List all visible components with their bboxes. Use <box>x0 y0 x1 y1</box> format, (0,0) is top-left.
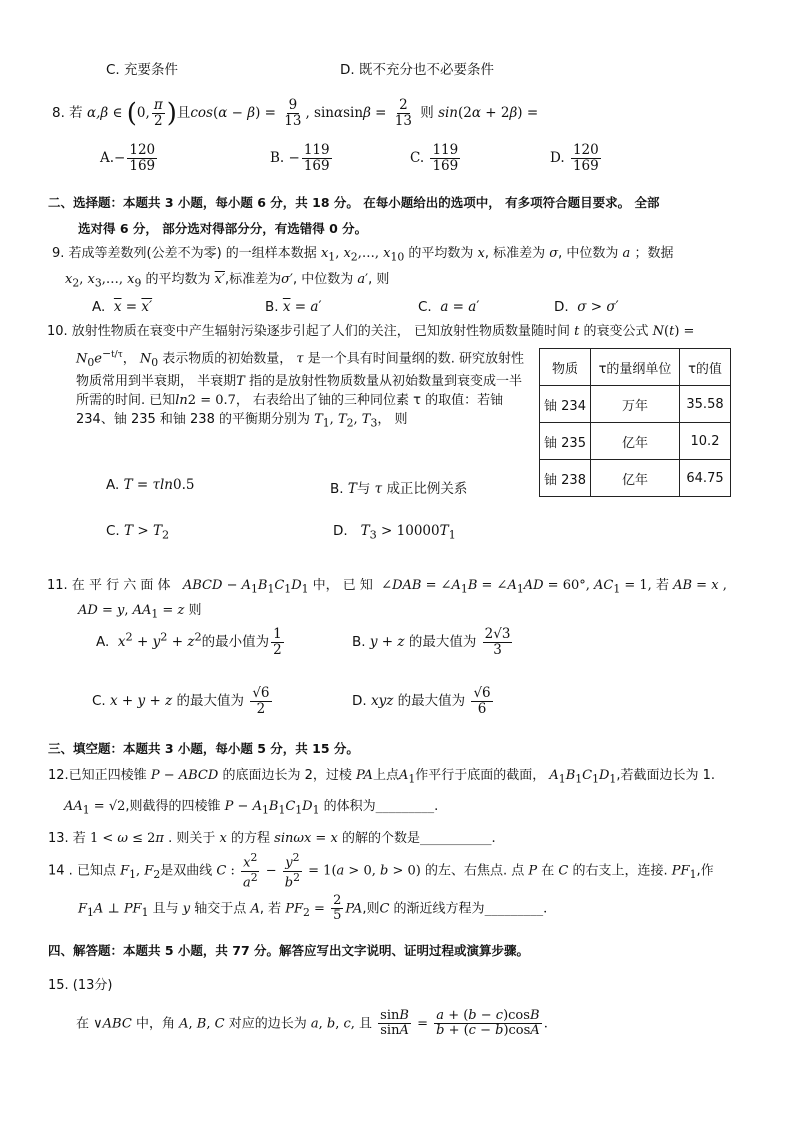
q15-number: 15. (13分) <box>48 978 113 993</box>
table-row <box>540 460 731 497</box>
q14-line1: 14 . 已知点 $F_1$, $F_2$是双曲线 C : $\frac{x^2}{a^2}$ − $\frac{y^2}{b^2}$ = 1(a > 0, b > 0) 的左、右焦点. 点 P 在 C 的右支上，连接. $PF_1$,作 <box>48 851 714 890</box>
q10-option-d: D. $T_3 > 10000T_1$ <box>333 523 456 542</box>
table-cell: 铀 235 <box>540 423 591 460</box>
q12-blank: _________. <box>375 799 439 814</box>
q8-option-c: C. $\frac{119}{169}$ <box>410 142 459 174</box>
table-cell: 35.58 <box>680 386 731 423</box>
q9-option-d: D. σ > σ′ <box>554 299 619 315</box>
table-row <box>540 386 731 423</box>
table-cell: 10.2 <box>680 423 731 460</box>
q9-option-b: B. $\overline{x} = a'$ <box>265 299 322 315</box>
q12-line1: 12.已知正四棱锥 P − ABCD 的底面边长为 2，过棱 PA上点$A_1$作平行于底面的截面， $A_1B_1C_1D_1$,若截面边长为 1. <box>48 768 715 786</box>
q8-stem: 8. 若 α,β ∈ (0, $\frac{\pi}{2}$ )且cos(α − β) = $\frac{9}{13}$ , sinαsinβ = $\frac{2}{13}$ 则 sin(2α + 2β) = <box>52 97 539 129</box>
table-header-row <box>540 349 731 386</box>
table-cell: 亿年 <box>591 423 680 460</box>
section4-title: 四、解答题：本题共 5 小题，共 77 分。解答应写出文字说明、证明过程或演算步骤。 <box>48 943 530 958</box>
q9-line2: $x_2$, $x_3,\dots$, $x_9$ 的平均数为 x′,标准差为σ′, 中位数为 a′, 则 <box>65 272 390 290</box>
q9-line1: 9. 若成等差数列(公差不为零) 的一组样本数据 $x_1$, $x_2,\dots$, $x_{10}$ 的平均数为 x, 标准差为 σ, 中位数为 a ；数据 <box>52 246 674 264</box>
q11-line2: AD = y, $AA_1 = z$ 则 <box>78 603 202 621</box>
q10-option-a: A. T = τln0.5 <box>106 477 195 493</box>
q8-option-a: A.− $\frac{120}{169}$ <box>100 142 156 174</box>
section2-line1: 二、选择题：本题共 3 小题，每小题 6 分，共 18 分。 在每小题给出的选项中， 有多项符合题目要求。 全部 <box>48 195 660 210</box>
q9-option-c: C. a = a′ <box>418 299 480 315</box>
q8-option-d: D. $\frac{120}{169}$ <box>550 142 599 174</box>
q13-blank: ___________. <box>419 831 496 846</box>
q13-line: 13. 若 1 < ω ≤ 2π . 则关于 x 的方程 sinωx = x 的解的个数是___________. <box>48 831 496 846</box>
q10-option-c: C. $T > T_2$ <box>106 523 170 542</box>
q11-option-c: C. x + y + z 的最大值为 $\frac{√6}{2}$ <box>92 685 270 717</box>
table-header: 物质 <box>540 349 591 386</box>
q11-option-b: B. y + z 的最大值为 $\frac{2√3}{3}$ <box>352 626 511 658</box>
table-cell: 铀 238 <box>540 460 591 497</box>
section2-line2: 选对得 6 分， 部分选对得部分分，有选错得 0 分。 <box>78 221 368 236</box>
q14-blank: _________. <box>484 901 548 917</box>
q10-line1: 10. 放射性物质在衰变中产生辐射污染逐步引起了人们的关注， 已知放射性物质数量随时间 t 的衰变公式 N(t) = <box>47 324 695 339</box>
table-cell: 亿年 <box>591 460 680 497</box>
q7-option-c: C. 充要条件 <box>106 62 179 78</box>
section3-title: 三、填空题：本题共 3 小题，每小题 5 分，共 15 分。 <box>48 741 359 756</box>
q12-line2: $AA_1 = √2$,则截得的四棱锥 $P - A_1B_1C_1D_1$ 的体积为_________. <box>64 799 439 817</box>
q10-body: $N_0e^{-t/\tau}$， $N_0$ 表示物质的初始数量， τ 是一个具有时间量纲的数. 研究放射性物质常用到半衰期， 半衰期T 指的是放射性物质数量从初始数量到衰变成一半所需的时间. 已知ln2 = 0.7， 右表给出了铀的三种同位素 τ 的取值：若铀 234、铀 235 和铀 238 的平衡期分别为 $T_1$, $T_2$, $T_3$， 则 <box>76 347 524 430</box>
q11-line1: 11. 在 平 行 六 面 体 ABCD − $A_1B_1C_1D_1$ 中， 已 知 ∠DAB = $\angle A_1B$ = $\angle A_1AD = 60^\circ$, $AC_1 = 1$, 若 AB = x , <box>47 578 727 596</box>
table-cell: 万年 <box>591 386 680 423</box>
q7-option-d: D. 既不充分也不必要条件 <box>340 62 494 78</box>
q14-line2: $F_1A$ ⊥ $PF_1$ 且与 y 轴交于点 A, 若 $PF_2$ = $\frac{2}{5}$ PA,则C 的渐近线方程为_________. <box>78 893 548 924</box>
q8-option-b: B. − $\frac{119}{169}$ <box>270 142 330 174</box>
q11-option-d: D. xyz 的最大值为 $\frac{√6}{6}$ <box>352 685 491 717</box>
table-header: τ的量纲单位 <box>591 349 680 386</box>
q10-option-b: B. T与 τ 成正比例关系 <box>330 481 468 497</box>
q9-option-a: A. $\overline{x} = x'$ <box>92 299 153 315</box>
table-header: τ的值 <box>680 349 731 386</box>
q15-stem: 在 ∨ABC 中，角 A, B, C 对应的边长为 a, b, c, 且 $\frac{\sin B}{\sin A}$ = $\frac{a + (b - c)\cos B}{b + (c - b)\cos A}$ . <box>76 1008 548 1039</box>
table-cell: 64.75 <box>680 460 731 497</box>
table-cell: 铀 234 <box>540 386 591 423</box>
isotope-table <box>539 348 731 497</box>
q11-option-a: A. $x^2 + y^2 + z^2$的最小值为 $\frac{1}{2}$ <box>96 626 282 658</box>
table-row <box>540 423 731 460</box>
